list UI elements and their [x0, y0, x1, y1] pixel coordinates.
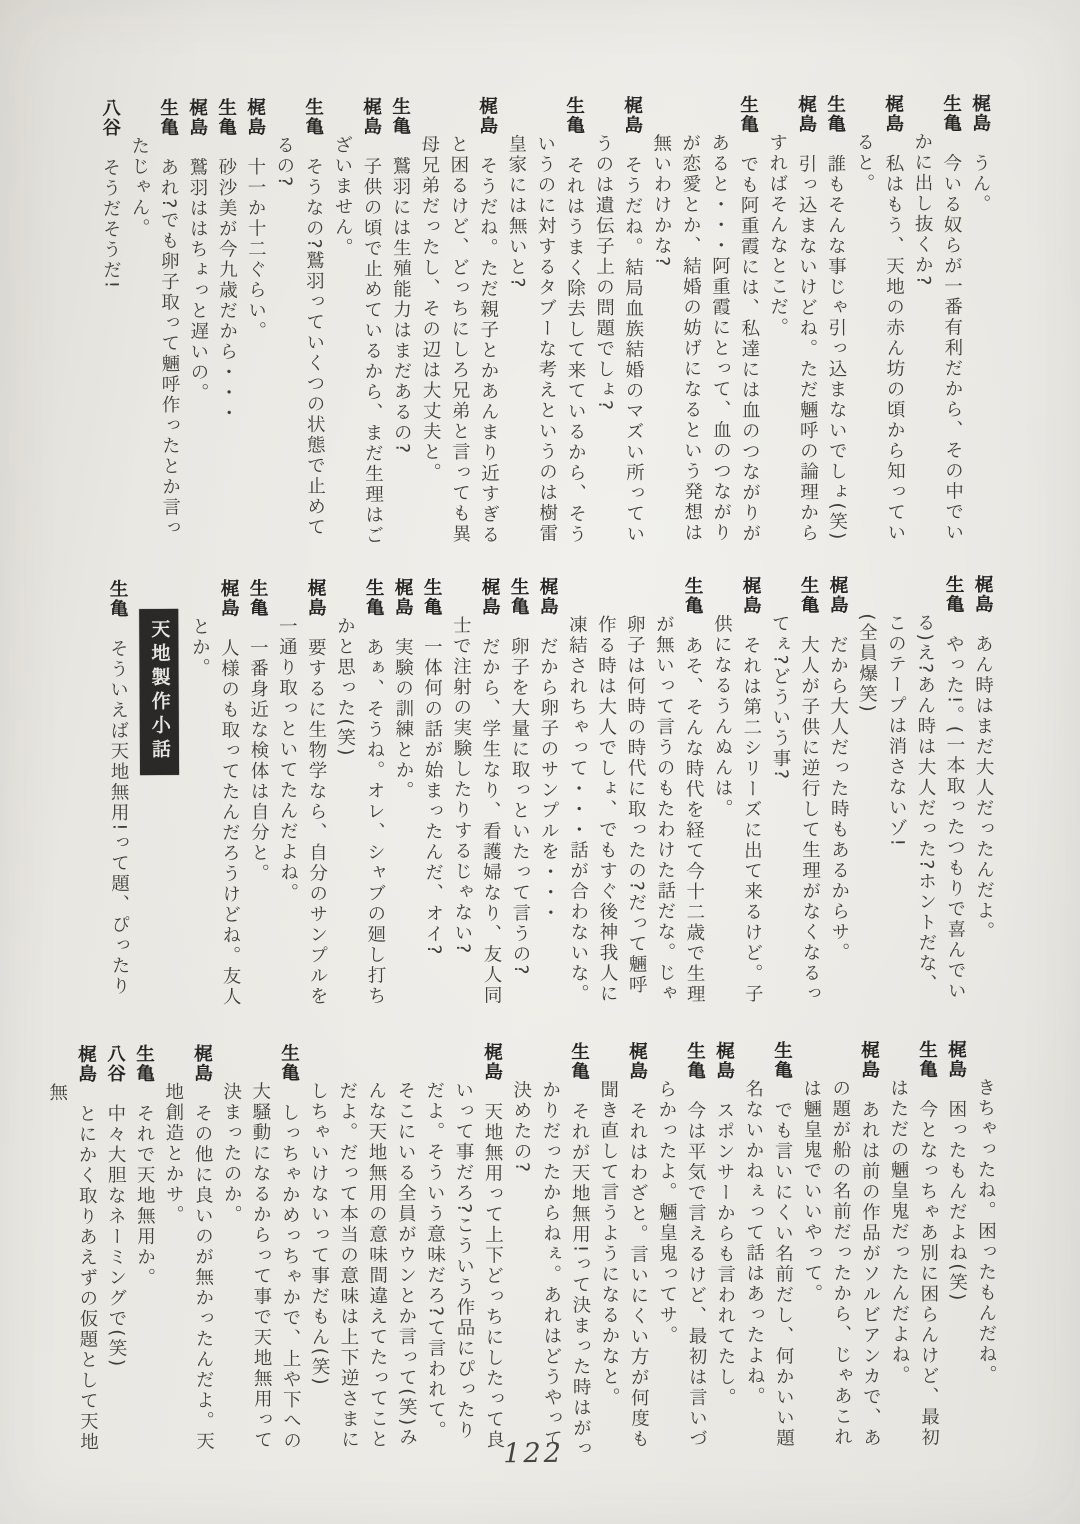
speaker-name: 生亀 [363, 577, 385, 617]
speaker-name: 梶島 [969, 93, 991, 133]
continuation-line: きちゃったね。困ったもんだね。 [974, 1077, 998, 1386]
speech-line: 生亀 それで天地無用か。 [133, 1044, 156, 1289]
speech-line: 生亀 今は平気で言えるけど、最初は言いづらかったよ。魎皇鬼ってサ。 [655, 1041, 708, 1450]
speaker-name: 生亀 [302, 97, 324, 137]
speech-line: 生亀 それが天地無用!って決まった時はがっかりだったからねぇ。あれはどうやって決めたの? [510, 1041, 592, 1460]
speech-line: 生亀 でも言いにくい名前だし、何かいい題名ないかねぇって話はあったよね。 [742, 1040, 795, 1449]
speech-line: 生亀 しっちゃかめっちゃかで、上や下への大騒動になるからって事で天地無用って決まったのか。 [220, 1043, 302, 1452]
speech-line: 生亀 それはうまく除去して来ているから、そういうのに対するタブーな考えというのは樹雷皇家には無いと? [505, 95, 587, 545]
speech-line: 梶島 あれは前の作品がソルビアンカで、あの題が船の名前だったから、じゃあこれは魎皇鬼でいいやって。 [800, 1040, 882, 1449]
speaker-name: 梶島 [186, 97, 208, 137]
speaker-name: 梶島 [740, 575, 762, 615]
speaker-name: 生亀 [278, 1043, 300, 1083]
speaker-name: 生亀 [771, 1040, 793, 1080]
speaker-name: 梶島 [882, 94, 904, 134]
speaker-name: 梶島 [795, 94, 817, 134]
speaker-name: 梶島 [191, 1043, 213, 1083]
section-header: 天地製作小話 [139, 609, 179, 775]
speech-line: 梶島 だから、学生なり、看護婦なり、友人同士で注射の実験したりするじゃない? [450, 577, 503, 1006]
interview-band-middle [103, 575, 999, 1018]
speech-line: 生亀 鷲羽には生殖能力はまだあるの? [389, 96, 413, 456]
speech-line: 梶島 そうだね。結局血族結婚のマズい所っていうのは遺伝子上の問題でしょ? [592, 95, 645, 545]
speech-line: 梶島 だから大人だった時もあるからサ。 [827, 575, 851, 963]
speech-line: 梶島 天地無用って上下どっちにしたって良いって事だろ?こういう作品にぴったりだよ。そういう意味だろ?て言われて。そこにいる全員がウンとか言って(笑)みんな天地無用の意味間違えてたってことだよ。だって本当の意味は上下逆さまにしちゃいけないって事だもん(笑) [307, 1042, 505, 1451]
speaker-name: 生亀 [247, 578, 269, 618]
speech-line: 生亀 やった!。(一本取ったつもりで喜んでいる)え?あん時は大人だった?ホントだな、このテープは消さないゾ! [885, 574, 967, 1002]
speech-line: 生亀 大人が子供に逆行して生理がなくなるってぇ?どういう事? [769, 575, 822, 1005]
speaker-name: 生亀 [940, 93, 962, 133]
speech-line: 生亀 そういえば天地無用!って題、ぴったり [107, 579, 131, 997]
speech-line: 梶島 その他に良いのが無かったんだよ。天地創造とかサ。 [162, 1043, 215, 1452]
speech-line: 生亀 一体何の話が始まったんだ、オイ? [421, 577, 445, 957]
speaker-name: 梶島 [75, 1044, 97, 1084]
speaker-name: 生亀 [798, 575, 820, 615]
speaker-name: 生亀 [107, 579, 129, 619]
speech-line: 梶島 そうだね。ただ親子とかあんまり近すぎると困るけど、どっちにしろ兄弟と言っても異母兄弟だったし、その辺は大丈夫と。 [418, 96, 500, 546]
speech-line: 生亀 卵子を大量に取っといたって言うの? [508, 577, 532, 977]
speech-line: 生亀 でも阿重霞には、私達には血のつながりがあると・・・阿重霞にとって、血のつながりが恋愛とか、結婚の妨げになるという発想は無いわけかな? [650, 94, 761, 544]
speech-line: 生亀 今いる奴らが一番有利だから、その中でいかに出し抜くか? [911, 93, 964, 543]
speech-line: 梶島 困ったもんだよね(笑) [945, 1039, 968, 1303]
speaker-name: 梶島 [218, 578, 240, 618]
continuation-line: (全員爆笑) [856, 613, 878, 714]
speaker-name: 梶島 [827, 575, 849, 615]
speech-line: 八谷 中々大胆なネーミングで(笑) [104, 1044, 128, 1369]
speaker-name: 梶島 [945, 1039, 967, 1079]
speech-line: 梶島 あん時はまだ大人だったんだよ。 [972, 574, 995, 942]
speaker-name: 生亀 [215, 97, 237, 137]
speaker-name: 生亀 [563, 95, 585, 135]
speech-line: 生亀 誰もそんな事じゃ引っ込まないでしょ(笑) [824, 94, 848, 542]
speech-line: 梶島 だから卵子のサンプルを・・・ [537, 576, 560, 924]
speech-line: 生亀 そうなの?鷲羽っていくつの状態で止めてるの? [273, 97, 326, 538]
speaker-name: 梶島 [626, 1041, 648, 1081]
speech-line: 生亀 今となっちゃあ別に困らんけど、最初はただの魎皇鬼だったんだよね。 [887, 1039, 940, 1449]
speaker-name: 生亀 [421, 577, 443, 617]
speaker-name: 八谷 [99, 98, 121, 138]
speaker-name: 生亀 [682, 576, 704, 616]
speaker-name: 梶島 [244, 97, 266, 137]
speech-line: 梶島 それは第二シリーズに出て来るけど。子供になるうんぬんは。 [711, 575, 764, 1005]
speaker-name: 梶島 [972, 574, 994, 614]
speaker-name: 生亀 [568, 1041, 590, 1081]
speaker-name: 梶島 [621, 95, 643, 135]
speech-line: 梶島 引っ込まないけどね。ただ魎呼の論理からすればそんなとこだ。 [766, 94, 819, 544]
speaker-name: 生亀 [824, 94, 846, 134]
speech-line: 梶島 十一か十二ぐらい。 [244, 97, 267, 342]
speaker-name: 生亀 [133, 1044, 155, 1084]
speech-line: 生亀 一番身近な検体は自分と。 [247, 578, 270, 885]
speaker-name: 生亀 [157, 97, 179, 137]
speech-line: 梶島 子供の頃で止めているから、まだ生理はございません。 [331, 96, 384, 546]
speech-line: 生亀 砂沙美が今九歳だから・・・ [215, 97, 239, 424]
speaker-name: 生亀 [943, 574, 965, 614]
speaker-name: 梶島 [713, 1040, 735, 1081]
speaker-name: 梶島 [360, 96, 382, 136]
speaker-name: 梶島 [537, 576, 559, 617]
speaker-name: 生亀 [737, 94, 759, 134]
speaker-name: 梶島 [481, 1042, 503, 1082]
speaker-name: 梶島 [479, 577, 501, 617]
speech-line: 梶島 私はもう、天地の赤ん坊の頃から知っていると。 [853, 94, 906, 544]
speaker-name: 梶島 [392, 577, 414, 617]
interview-band-bottom [42, 1040, 1001, 1463]
speaker-name: 八谷 [104, 1044, 126, 1084]
speech-line: 生亀 あぁ、そうね。オレ、シャブの廻し打ちかと思った(笑) [334, 577, 387, 1007]
speaker-name: 生亀 [389, 96, 411, 136]
speech-line: 梶島 実験の訓練とか。 [392, 577, 415, 802]
speech-line: 梶島 スポンサーからも言われてたし。 [713, 1040, 737, 1409]
speaker-name: 生亀 [916, 1039, 938, 1080]
speaker-name: 梶島 [858, 1040, 880, 1080]
speech-line: 梶島 鷲羽ははちょっと遅いの。 [186, 97, 210, 404]
speech-line: 梶島 人様のも取ってたんだろうけどね。友人とか。 [189, 578, 242, 1008]
speaker-name: 生亀 [508, 577, 530, 617]
speech-line: 梶島 とにかく取りあえずの仮題として天地無 [46, 1044, 99, 1453]
speaker-name: 梶島 [476, 96, 498, 136]
speech-line: 梶島 それはわざと。言いにくい方が何度も聞き直して言うようになるかなと。 [597, 1041, 650, 1450]
page-number: 122 [503, 1437, 564, 1470]
interview-band-top [96, 94, 997, 549]
speech-line: 生亀 あそ、そんな時代を経て今十二歳で生理が無いって言うのもたわけた話だな。じゃ卵子は何時の時代に取ったの?だって魎呼作る時は大人でしょ、でもすぐ後神我人に凍結されちゃって・・・話が合わないな。 [566, 576, 706, 1005]
speech-line: 八谷 そうだそうだ! [99, 98, 122, 291]
speech-line: 生亀 あれ?でも卵子取って魎呼作ったとか言ったじゃん。 [128, 97, 181, 539]
speech-line: 梶島 要するに生物学なら、自分のサンプルを一通り取っといてたんだよね。 [276, 578, 329, 1007]
speaker-name: 梶島 [305, 578, 327, 618]
speaker-name: 生亀 [684, 1041, 706, 1081]
speech-line: 梶島 うん。 [969, 93, 992, 215]
